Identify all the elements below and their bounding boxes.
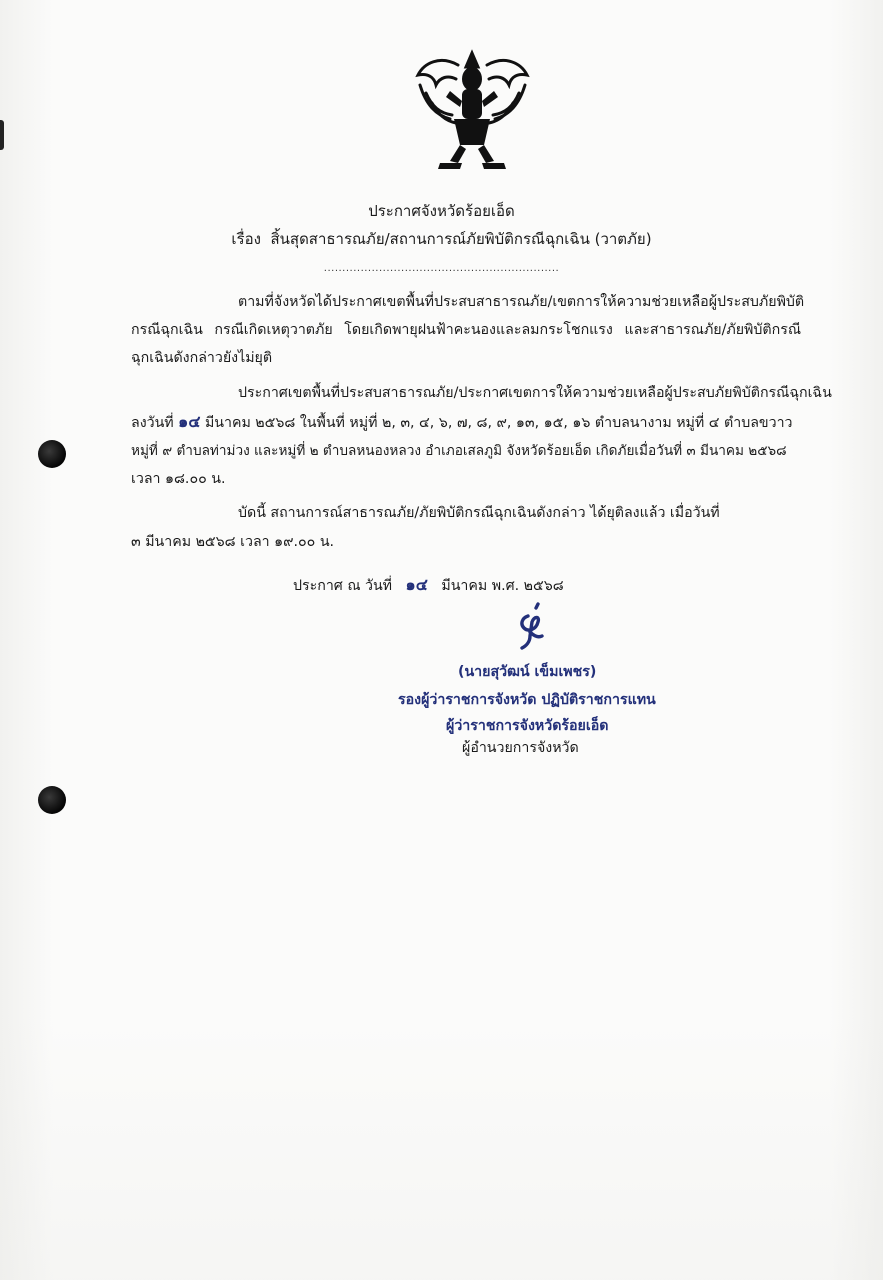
paragraph-1-line-1: ตามที่จังหวัดได้ประกาศเขตพื้นที่ประสบสาธารณภัย/เขตการให้ความช่วยเหลือผู้ประสบภัยพิบัติ bbox=[238, 294, 805, 310]
paragraph-2-line-3: หมู่ที่ ๙ ตำบลท่าม่วง และหมู่ที่ ๒ ตำบลหนองหลวง อำเภอเสลภูมิ จังหวัดร้อยเอ็ด เกิดภัยเมื่อวันที่ ๓ มีนาคม ๒๕๖๘ bbox=[131, 443, 787, 459]
subject-label: เรื่อง bbox=[231, 230, 261, 248]
announce-suffix: มีนาคม พ.ศ. ๒๕๖๘ bbox=[441, 578, 564, 594]
handwritten-signature bbox=[508, 602, 548, 654]
signatory-name: (นายสุวัฒน์ เข็มเพชร) bbox=[458, 664, 597, 680]
handwritten-announce-day: ๑๔ bbox=[405, 575, 428, 594]
paragraph-3-line-2: ๓ มีนาคม ๒๕๖๘ เวลา ๑๙.๐๐ น. bbox=[131, 534, 335, 550]
paragraph-1-line-3: ฉุกเฉินดังกล่าวยังไม่ยุติ bbox=[131, 350, 273, 366]
date-prefix: ลงวันที่ bbox=[131, 415, 174, 431]
garuda-emblem-icon bbox=[410, 45, 535, 175]
scan-shading bbox=[0, 1020, 883, 1280]
punch-hole-top bbox=[38, 440, 66, 468]
announcement-date bbox=[293, 575, 564, 596]
handwritten-day: ๑๔ bbox=[178, 412, 201, 431]
document-title: ประกาศจังหวัดร้อยเอ็ด bbox=[368, 202, 515, 220]
subject-text: สิ้นสุดสาธารณภัย/สถานการณ์ภัยพิบัติกรณีฉุกเฉิน (วาตภัย) bbox=[270, 230, 652, 248]
title-divider: ................................................................ bbox=[323, 263, 560, 274]
paragraph-2-line-1: ประกาศเขตพื้นที่ประสบสาธารณภัย/ประกาศเขตการให้ความช่วยเหลือผู้ประสบภัยพิบัติกรณีฉุกเฉิน bbox=[238, 385, 832, 401]
paragraph-1-line-2: กรณีฉุกเฉิน กรณีเกิดเหตุวาตภัย โดยเกิดพายุฝนฟ้าคะนองและลมกระโชกแรง และสาธารณภัย/ภัยพิบัติกรณี bbox=[131, 322, 801, 338]
signatory-position-2: ผู้ว่าราชการจังหวัดร้อยเอ็ด bbox=[446, 718, 609, 734]
signatory-position-1: รองผู้ว่าราชการจังหวัด ปฏิบัติราชการแทน bbox=[398, 692, 656, 708]
announce-prefix: ประกาศ ณ วันที่ bbox=[293, 578, 393, 594]
paragraph-3-line-1: บัดนี้ สถานการณ์สาธารณภัย/ภัยพิบัติกรณีฉุกเฉินดังกล่าว ได้ยุติลงแล้ว เมื่อวันที่ bbox=[238, 505, 720, 521]
paragraph-2-line-2 bbox=[131, 412, 801, 433]
signatory-position-3: ผู้อำนวยการจังหวัด bbox=[462, 740, 579, 756]
paragraph-2-line-4: เวลา ๑๘.๐๐ น. bbox=[131, 471, 226, 487]
scan-edge-mark bbox=[0, 120, 4, 150]
punch-hole-bottom bbox=[38, 786, 66, 814]
date-suffix-and-areas: มีนาคม ๒๕๖๘ ในพื้นที่ หมู่ที่ ๒, ๓, ๔, ๖, ๗, ๘, ๙, ๑๓, ๑๕, ๑๖ ตำบลนางาม หมู่ที่ ๔ ตำบลขวาว bbox=[204, 415, 793, 431]
document-subject bbox=[0, 229, 883, 249]
